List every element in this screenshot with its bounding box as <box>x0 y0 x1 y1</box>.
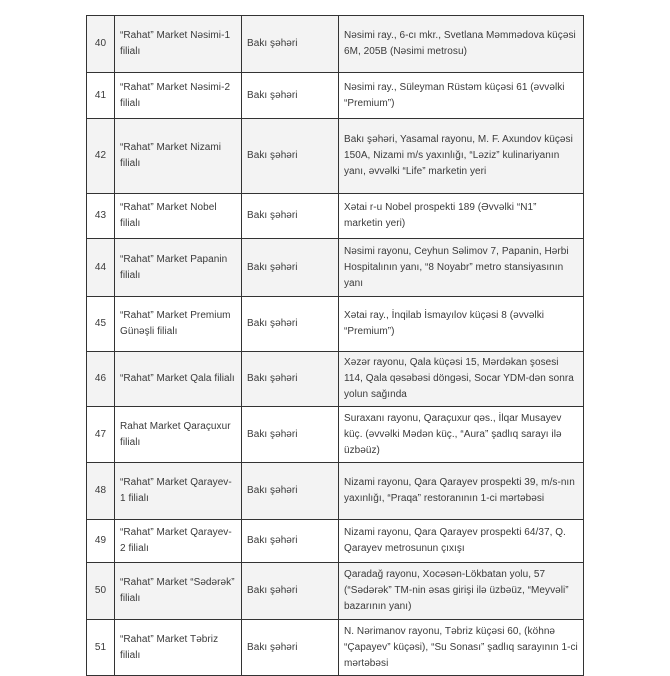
table-row <box>87 73 584 119</box>
branch-address: Nəsimi ray., Süleyman Rüstəm küçəsi 61 (əvvəlki “Premium”) <box>339 73 584 119</box>
row-number: 41 <box>87 73 115 119</box>
branch-table-container <box>86 15 584 676</box>
branch-city: Bakı şəhəri <box>242 297 339 352</box>
row-number: 49 <box>87 520 115 563</box>
table-row <box>87 352 584 407</box>
branch-city: Bakı şəhəri <box>242 407 339 463</box>
branch-name: “Rahat” Market Təbriz filialı <box>115 620 242 676</box>
branch-name: “Rahat” Market Qala filialı <box>115 352 242 407</box>
table-row <box>87 239 584 297</box>
branch-city: Bakı şəhəri <box>242 563 339 620</box>
row-number: 50 <box>87 563 115 620</box>
branch-name: “Rahat” Market Nəsimi-1 filialı <box>115 16 242 73</box>
table-row <box>87 620 584 676</box>
branch-address: Nəsimi ray., 6-cı mkr., Svetlana Məmmədova küçəsi 6M, 205B (Nəsimi metrosu) <box>339 16 584 73</box>
branch-city: Bakı şəhəri <box>242 73 339 119</box>
branch-address: Bakı şəhəri, Yasamal rayonu, M. F. Axundov küçəsi 150A, Nizami m/s yaxınlığı, “Ləziz” kulinariyanın yanı, əvvəlki “Life” marketin yeri <box>339 119 584 194</box>
branch-name: “Rahat” Market Nəsimi-2 filialı <box>115 73 242 119</box>
branch-address: Xəzər rayonu, Qala küçəsi 15, Mərdəkan şosesi 114, Qala qəsəbəsi döngəsi, Socar YDM-dən sonra yolun sağında <box>339 352 584 407</box>
branch-city: Bakı şəhəri <box>242 463 339 520</box>
row-number: 43 <box>87 194 115 239</box>
branch-address: Nəsimi rayonu, Ceyhun Səlimov 7, Papanin, Hərbi Hospitalının yanı, “8 Noyabr” metro stansiyasının yanı <box>339 239 584 297</box>
branch-name: “Rahat” Market Papanin filialı <box>115 239 242 297</box>
table-row <box>87 463 584 520</box>
table-row <box>87 119 584 194</box>
row-number: 42 <box>87 119 115 194</box>
branch-city: Bakı şəhəri <box>242 520 339 563</box>
branch-address: Nizami rayonu, Qara Qarayev prospekti 39, m/s-nın yaxınlığı, “Praqa” restoranının 1-ci mərtəbəsi <box>339 463 584 520</box>
table-row <box>87 520 584 563</box>
branch-city: Bakı şəhəri <box>242 16 339 73</box>
branch-name: Rahat Market Qaraçuxur filialı <box>115 407 242 463</box>
branch-address: Qaradağ rayonu, Xocəsən-Lökbatan yolu, 57 (“Sədərək” TM-nin əsas girişi ilə üzbəüz, “Meyvəli” bazarının yanı) <box>339 563 584 620</box>
row-number: 40 <box>87 16 115 73</box>
row-number: 48 <box>87 463 115 520</box>
row-number: 44 <box>87 239 115 297</box>
branch-table <box>86 15 584 676</box>
branch-city: Bakı şəhəri <box>242 620 339 676</box>
branch-address: N. Nərimanov rayonu, Təbriz küçəsi 60, (köhnə “Çapayev” küçəsi), “Su Sonası” şadlıq sarayının 1-ci mərtəbəsi <box>339 620 584 676</box>
table-row <box>87 407 584 463</box>
row-number: 46 <box>87 352 115 407</box>
branch-address: Suraxanı rayonu, Qaraçuxur qəs., İlqar Musayev küç. (əvvəlki Mədən küç., “Aura” şadlıq sarayı ilə üzbəüz) <box>339 407 584 463</box>
row-number: 45 <box>87 297 115 352</box>
branch-address: Nizami rayonu, Qara Qarayev prospekti 64/37, Q. Qarayev metrosunun çıxışı <box>339 520 584 563</box>
branch-address: Xətai r-u Nobel prospekti 189 (Əvvəlki “N1” marketin yeri) <box>339 194 584 239</box>
branch-city: Bakı şəhəri <box>242 119 339 194</box>
branch-city: Bakı şəhəri <box>242 239 339 297</box>
row-number: 47 <box>87 407 115 463</box>
branch-city: Bakı şəhəri <box>242 352 339 407</box>
branch-name: “Rahat” Market Nizami filialı <box>115 119 242 194</box>
branch-name: “Rahat” Market Qarayev-2 filialı <box>115 520 242 563</box>
table-row <box>87 563 584 620</box>
table-row <box>87 194 584 239</box>
row-number: 51 <box>87 620 115 676</box>
branch-name: “Rahat” Market Qarayev-1 filialı <box>115 463 242 520</box>
table-row <box>87 16 584 73</box>
branch-table-body <box>87 16 584 676</box>
branch-address: Xətai ray., İnqilab İsmayılov küçəsi 8 (əvvəlki “Premium”) <box>339 297 584 352</box>
table-row <box>87 297 584 352</box>
branch-name: “Rahat” Market Premium Günəşli filialı <box>115 297 242 352</box>
branch-name: “Rahat” Market “Sədərək” filialı <box>115 563 242 620</box>
branch-city: Bakı şəhəri <box>242 194 339 239</box>
branch-name: “Rahat” Market Nobel filialı <box>115 194 242 239</box>
